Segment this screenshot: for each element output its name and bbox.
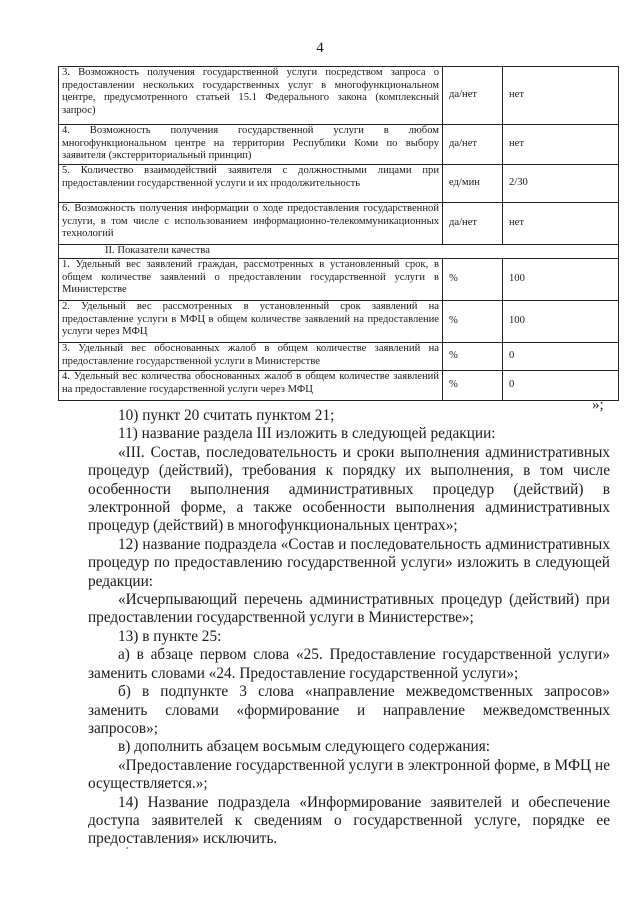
indicator-description: 4. Удельный вес количества обоснованных жалоб в общем количестве заявлений на предоставление государственной услуги через МФЦ [59,371,443,401]
indicator-value: нет [503,125,619,165]
indicator-description: 3. Удельный вес обоснованных жалоб в общем количестве заявлений на предоставление государственной услуги в Министерстве [59,343,443,371]
indicator-description: 2. Удельный вес рассмотренных в установленный срок заявлений на предоставление услуги в МФЦ в общем количестве заявлений на предоставление услуги через МФЦ [59,301,443,343]
indicator-unit: да/нет [443,125,503,165]
indicator-unit: да/нет [443,203,503,245]
indicator-value: 100 [503,301,619,343]
table-row [59,67,619,125]
page-number: 4 [316,40,324,56]
table-row [59,165,619,203]
table-row [59,125,619,165]
paragraph: б) в подпункте 3 слова «направление межведомственных запросов» заменить словами «формирование и направление межведомственных запросов»; [88,683,610,737]
scan-speck [126,847,128,849]
indicator-value: нет [503,67,619,125]
table-row [59,203,619,245]
indicator-value: 0 [503,371,619,401]
paragraph: «Исчерпывающий перечень административных процедур (действий) при предоставлении государственной услуги в Министерстве»; [88,591,610,627]
table-section-row [59,245,619,259]
paragraph: 14) Название подраздела «Информирование заявителей и обеспечение доступа заявителей к сведениям о государственной услуге, порядке ее предоставления» исключить. [88,793,610,848]
paragraph: а) в абзаце первом слова «25. Предоставление государственной услуги» заменить словами «24. Предоставление государственной услуги»; [88,646,610,682]
paragraph: 12) название подраздела «Состав и последовательность административных процедур по предоставлению государственной услуги» изложить в следующей редакции: [88,535,610,590]
indicator-description: 3. Возможность получения государственной услуги посредством запроса о предоставлении нескольких государственных услуг в многофункциональном центре, предусмотренного статьей 15.1 Федерального закона (комплексный запрос) [59,67,443,125]
paragraph: в) дополнить абзацем восьмым следующего содержания: [118,738,490,756]
section-title: II. Показатели качества [59,245,619,259]
indicator-description: 6. Возможность получения информации о ходе предоставления государственной услуги, в том числе с использованием информационно-телекоммуникационных технологий [59,203,443,245]
indicator-value: 100 [503,259,619,301]
indicator-value: 2/30 [503,165,619,203]
indicator-unit: % [443,343,503,371]
table-row [59,371,619,401]
indicator-unit: % [443,259,503,301]
indicator-value: нет [503,203,619,245]
table-row [59,301,619,343]
indicators-table [58,66,619,401]
indicators-table-wrap [58,66,618,401]
closing-quote: »; [592,397,604,413]
paragraph: «III. Состав, последовательность и сроки выполнения административных процедур (действий), требования к порядку их выполнения, в том числе особенности выполнения административных процедур (действий) в электронной форме, а также особенности выполнения административных процедур (действий) в многофункциональных центрах»; [88,443,610,535]
indicator-description: 5. Количество взаимодействий заявителя с должностными лицами при предоставлении государственной услуги и их продолжительность [59,165,443,203]
indicator-description: 1. Удельный вес заявлений граждан, рассмотренных в установленный срок, в общем количестве заявлений о предоставлении государственной услуги в Министерстве [59,259,443,301]
paragraph: 10) пункт 20 считать пунктом 21; [118,407,335,424]
paragraph: 13) в пункте 25: [118,627,222,645]
indicator-unit: % [443,371,503,401]
indicator-unit: да/нет [443,67,503,125]
indicator-description: 4. Возможность получения государственной услуги в любом многофункциональном центре на территории Республики Коми по выбору заявителя (экстерриториальный принцип) [59,125,443,165]
indicator-unit: ед/мин [443,165,503,203]
table-row [59,259,619,301]
table-row [59,343,619,371]
amendments-text [88,407,610,849]
paragraph: «Предоставление государственной услуги в электронной форме, в МФЦ не осуществляется.»; [88,756,610,793]
indicator-unit: % [443,301,503,343]
paragraph: 11) название раздела III изложить в следующей редакции: [118,425,496,443]
indicator-value: 0 [503,343,619,371]
